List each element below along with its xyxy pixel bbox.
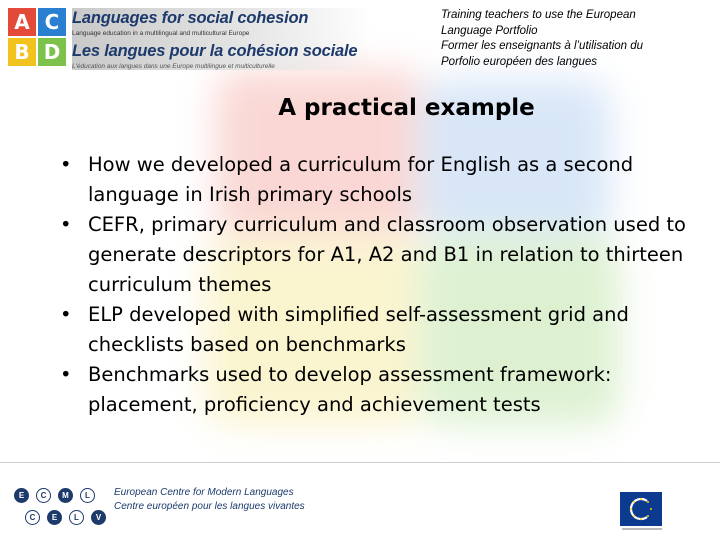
- ecml-logo-circle: C: [36, 488, 51, 503]
- logo-letter-b: B: [8, 38, 36, 66]
- ecml-name: [114, 486, 305, 514]
- ecml-logo-circle: E: [14, 488, 29, 503]
- council-of-europe-stars-icon: [626, 496, 656, 522]
- ecml-logo-circle: L: [69, 510, 84, 525]
- ecml-logo-circle: V: [91, 510, 106, 525]
- logo-letter-c: C: [38, 8, 66, 36]
- ecml-logo-circle: E: [47, 510, 62, 525]
- bullet-item: [60, 150, 710, 210]
- bullet-list: [60, 150, 710, 420]
- bullet-dot: •: [60, 213, 72, 236]
- bullet-item: [60, 360, 710, 420]
- abcd-logo: [8, 8, 66, 66]
- brand-title-french: Les langues pour la cohésion sociale: [72, 42, 358, 60]
- council-of-europe-logo: [620, 492, 662, 526]
- council-of-europe-caption: [622, 528, 662, 536]
- footer-divider: [0, 462, 720, 463]
- bullet-item: [60, 300, 710, 360]
- bullet-dot: •: [60, 303, 72, 326]
- bullet-text: ELP developed with simplified self-assessment grid and checklists based on benchmarks: [88, 303, 629, 356]
- bullet-dot: •: [60, 363, 72, 386]
- ecml-name-english: European Centre for Modern Languages: [114, 487, 294, 498]
- course-caption: [441, 8, 716, 70]
- ecml-logo-circle: M: [58, 488, 73, 503]
- course-caption-line: Language Portfolio: [441, 24, 538, 37]
- ecml-logo: [12, 486, 112, 530]
- brand-banner: [72, 8, 372, 70]
- bullet-item: [60, 210, 710, 300]
- brand-subtitle-english: Language education in a multilingual and multicultural Europe: [72, 30, 250, 37]
- course-caption-line: Former les enseignants à l’utilisation du: [441, 40, 643, 52]
- brand-title-english: Languages for social cohesion: [72, 9, 309, 27]
- bullet-dot: •: [60, 153, 72, 176]
- ecml-name-french: Centre européen pour les langues vivantes: [114, 501, 305, 512]
- slide-title: A practical example: [278, 95, 535, 121]
- bullet-text: Benchmarks used to develop assessment framework: placement, proficiency and achievement tests: [88, 363, 612, 416]
- course-caption-line: Training teachers to use the European: [441, 9, 636, 21]
- ecml-logo-circle: C: [25, 510, 40, 525]
- logo-letter-d: D: [38, 38, 66, 66]
- bullet-text: How we developed a curriculum for English as a second language in Irish primary schools: [88, 153, 634, 206]
- bullet-text: CEFR, primary curriculum and classroom observation used to generate descriptors for A1, A2 and B1 in relation to thirteen curriculum themes: [88, 213, 686, 296]
- course-caption-line: Porfolio européen des langues: [441, 55, 598, 68]
- logo-letter-a: A: [8, 8, 36, 36]
- ecml-logo-circle: L: [80, 488, 95, 503]
- brand-subtitle-french: L'éducation aux langues dans une Europe multilingue et multiculturelle: [72, 63, 275, 70]
